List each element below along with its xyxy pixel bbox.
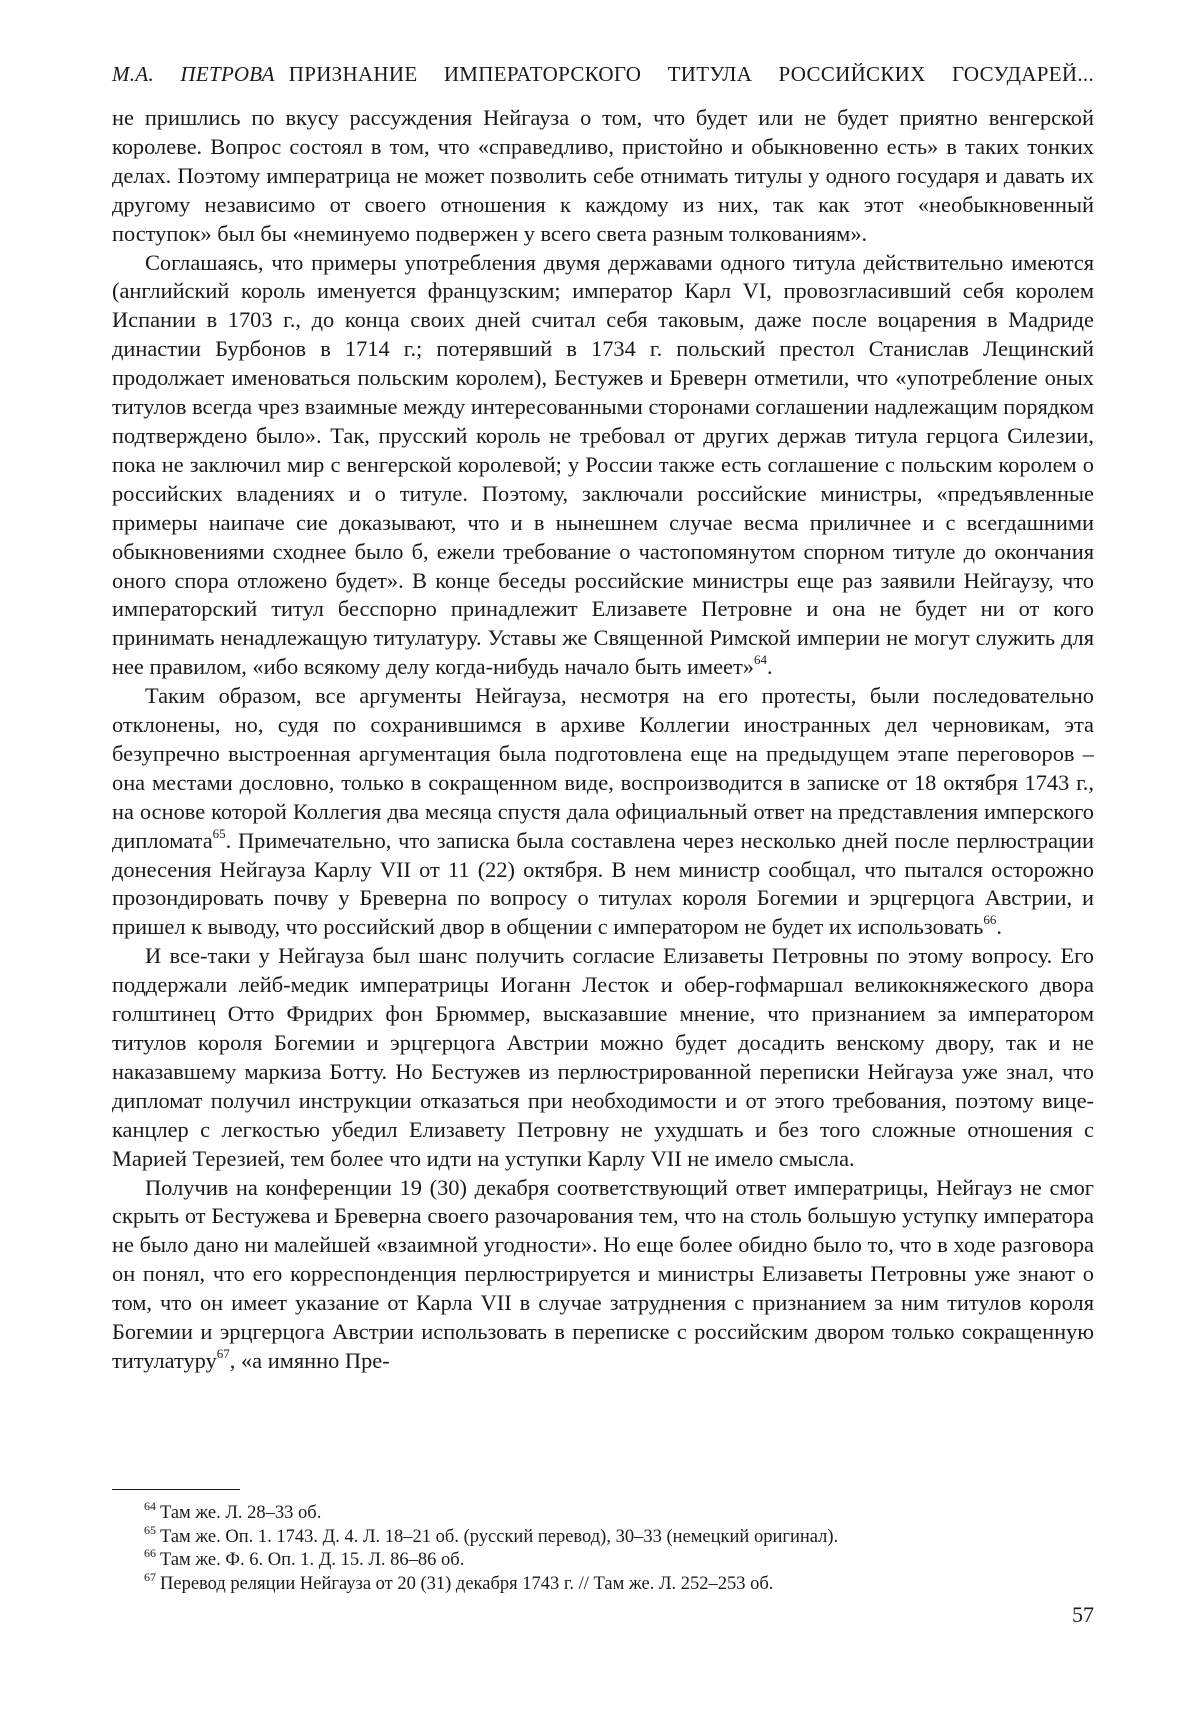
paragraph-text: . Примечательно, что записка была составлена через несколько дней после перлюстрации донесения Нейгауза Карлу VII от 11 (22) октября. В нем министр сообщал, что пытался осторожно прозондировать почву у Бреверна по вопросу о титулах короля Богемии и эрцгерцога Австрии, и пришел к выводу, что российский двор в общении с императором не будет их использовать: [112, 827, 1094, 940]
page: [112, 60, 1094, 1376]
footnote-text: Там же. Ф. 6. Оп. 1. Д. 15. Л. 86–86 об.: [160, 1550, 465, 1571]
footnote: [112, 1546, 1094, 1573]
footnote-ref[interactable]: 67: [216, 1345, 230, 1361]
footnote-text: Там же. Л. 28–33 об.: [160, 1503, 322, 1523]
paragraph-text: не пришлись по вкусу рассуждения Нейгауза о том, что будет или не будет приятно венгерской королеве. Вопрос состоял в том, что «справедливо, пристойно и обыкновенно есть» в таких тонких делах. Поэтому императрица не может позволить себе отнимать титулы у одного государя и давать их другому независимо от своего отношения к каждому из них, так как этот «необыкновенный поступок» был бы «неминуемо подвержен у всего света разным толкованиям».: [112, 105, 1094, 246]
page-number: 57: [1072, 1602, 1094, 1627]
running-head: [112, 60, 1094, 88]
paragraph: [112, 249, 1094, 683]
header-title: ПРИЗНАНИЕ ИМПЕРАТОРСКОГО ТИТУЛА РОССИЙСКИХ ГОСУДАРЕЙ...: [288, 62, 1094, 86]
body-text: [112, 104, 1094, 1376]
footnote-ref[interactable]: 66: [983, 912, 997, 928]
paragraph-text: И все-таки у Нейгауза был шанс получить согласие Елизаветы Петровны по этому вопросу. Его поддержали лейб-медик императрицы Иоганн Лесток и обер-гофмаршал великокняжеского двора голштинец Отто Фридрих фон Брюммер, высказавшие мнение, что признанием за императором титулов короля Богемии и эрцгерцога Австрии можно будет досадить венскому двору, так и не наказавшему маркиза Ботту. Но Бестужев из перлюстрированной переписки Нейгауза уже знал, что дипломат получил инструкции отказаться при необходимости и от этого требования, поэтому вице-канцлер с легкостью убедил Елизавету Петровну не ухудшать и без того сложные отношения с Марией Терезией, тем более что идти на уступки Карлу VII не имело смысла.: [112, 943, 1094, 1171]
paragraph-text: Получив на конференции 19 (30) декабря соответствующий ответ императрицы, Нейгауз не смог скрыть от Бестужева и Бреверна своего разочарования тем, что на столь большую уступку императора не было дано ни малейшей «взаимной угодности». Но еще более обидно было то, что в ходе разговора он понял, что его корреспонденция перлюстрируется и министры Елизаветы Петровны уже знают о том, что он имеет указание от Карла VII в случае затруднения с признанием за ним титулов короля Богемии и эрцгерцога Австрии использовать в переписке с российским двором только сокращенную титулатуру: [112, 1174, 1094, 1373]
footnote: [112, 1569, 1094, 1597]
footnote-divider: [112, 1489, 240, 1490]
footnote-number: 66: [144, 1546, 156, 1561]
paragraph: [112, 942, 1094, 1173]
footnote-text: Там же. Оп. 1. 1743. Д. 4. Л. 18–21 об. (русский перевод), 30–33 (немецкий оригинал).: [160, 1526, 839, 1547]
footnote-ref[interactable]: 65: [212, 825, 226, 841]
footnote: [112, 1499, 1094, 1526]
header-author: М.А. ПЕТРОВА: [112, 62, 275, 86]
paragraph: [112, 682, 1094, 942]
footnote-text: Перевод реляции Нейгауза от 20 (31) декабря 1743 г. // Там же. Л. 252–253 об.: [160, 1573, 774, 1594]
footnote-number: 64: [144, 1499, 156, 1513]
paragraph-text: .: [996, 914, 1002, 940]
paragraph-text: Соглашаясь, что примеры употребления двумя державами одного титула действительно имеются (английский король именуется французским; император Карл VI, провозгласивший себя королем Испании в 1703 г., до конца своих дней считал себя таковым, даже после воцарения в Мадриде династии Бурбонов в 1714 г.; потерявший в 1734 г. польский престол Станислав Лещинский продолжает именоваться польским королем), Бестужев и Бреверн отметили, что «употребление оных титулов всегда чрез взаимные между интересованными сторонами соглашении надлежащим порядком подтверждено было». Так, прусский король не требовал от других держав титула герцога Силезии, пока не заключил мир с венгерской королевой; у России также есть соглашение с польским королем о российских владениях и о титуле. Поэтому, заключали российские министры, «предъявленные примеры наипаче сие доказывают, что и в нынешнем случае весма приличнее и с всегдашними обыкновениями сходнее было б, ежели требование о частопомянутом спорном титуле до окончания оного спора отложено будет». В конце беседы российские министры еще раз заявили Нейгаузу, что императорский титул бесспорно принадлежит Елизавете Петровне и она не будет ни от кого принимать ненадлежащую титулатуру. Уставы же Священной Римской империи не могут служить для нее правилом, «ибо всякому делу когда-нибудь начало быть имеет»: [112, 249, 1094, 680]
paragraph: [112, 1174, 1094, 1376]
paragraph-text: , «а имянно Пре-: [229, 1347, 390, 1373]
paragraph-text: .: [766, 654, 773, 680]
paragraph: [112, 104, 1094, 249]
footnote-number: 67: [144, 1569, 156, 1584]
footnote-number: 65: [144, 1522, 156, 1537]
footnote: [112, 1522, 1094, 1550]
paragraph-text: Таким образом, все аргументы Нейгауза, несмотря на его протесты, были последовательно отклонены, но, судя по сохранившимся в архиве Коллегии иностранных дел черновикам, эта безупречно выстроенная аргументация была подготовлена еще на предыдущем этапе переговоров – она местами дословно, только в сокращенном виде, воспроизводится в записке от 18 октября 1743 г., на основе которой Коллегия два месяца спустя дала официальный ответ на представления имперского дипломата: [112, 683, 1094, 853]
footnote-ref[interactable]: 64: [753, 652, 767, 668]
footnotes: [112, 1499, 1094, 1596]
